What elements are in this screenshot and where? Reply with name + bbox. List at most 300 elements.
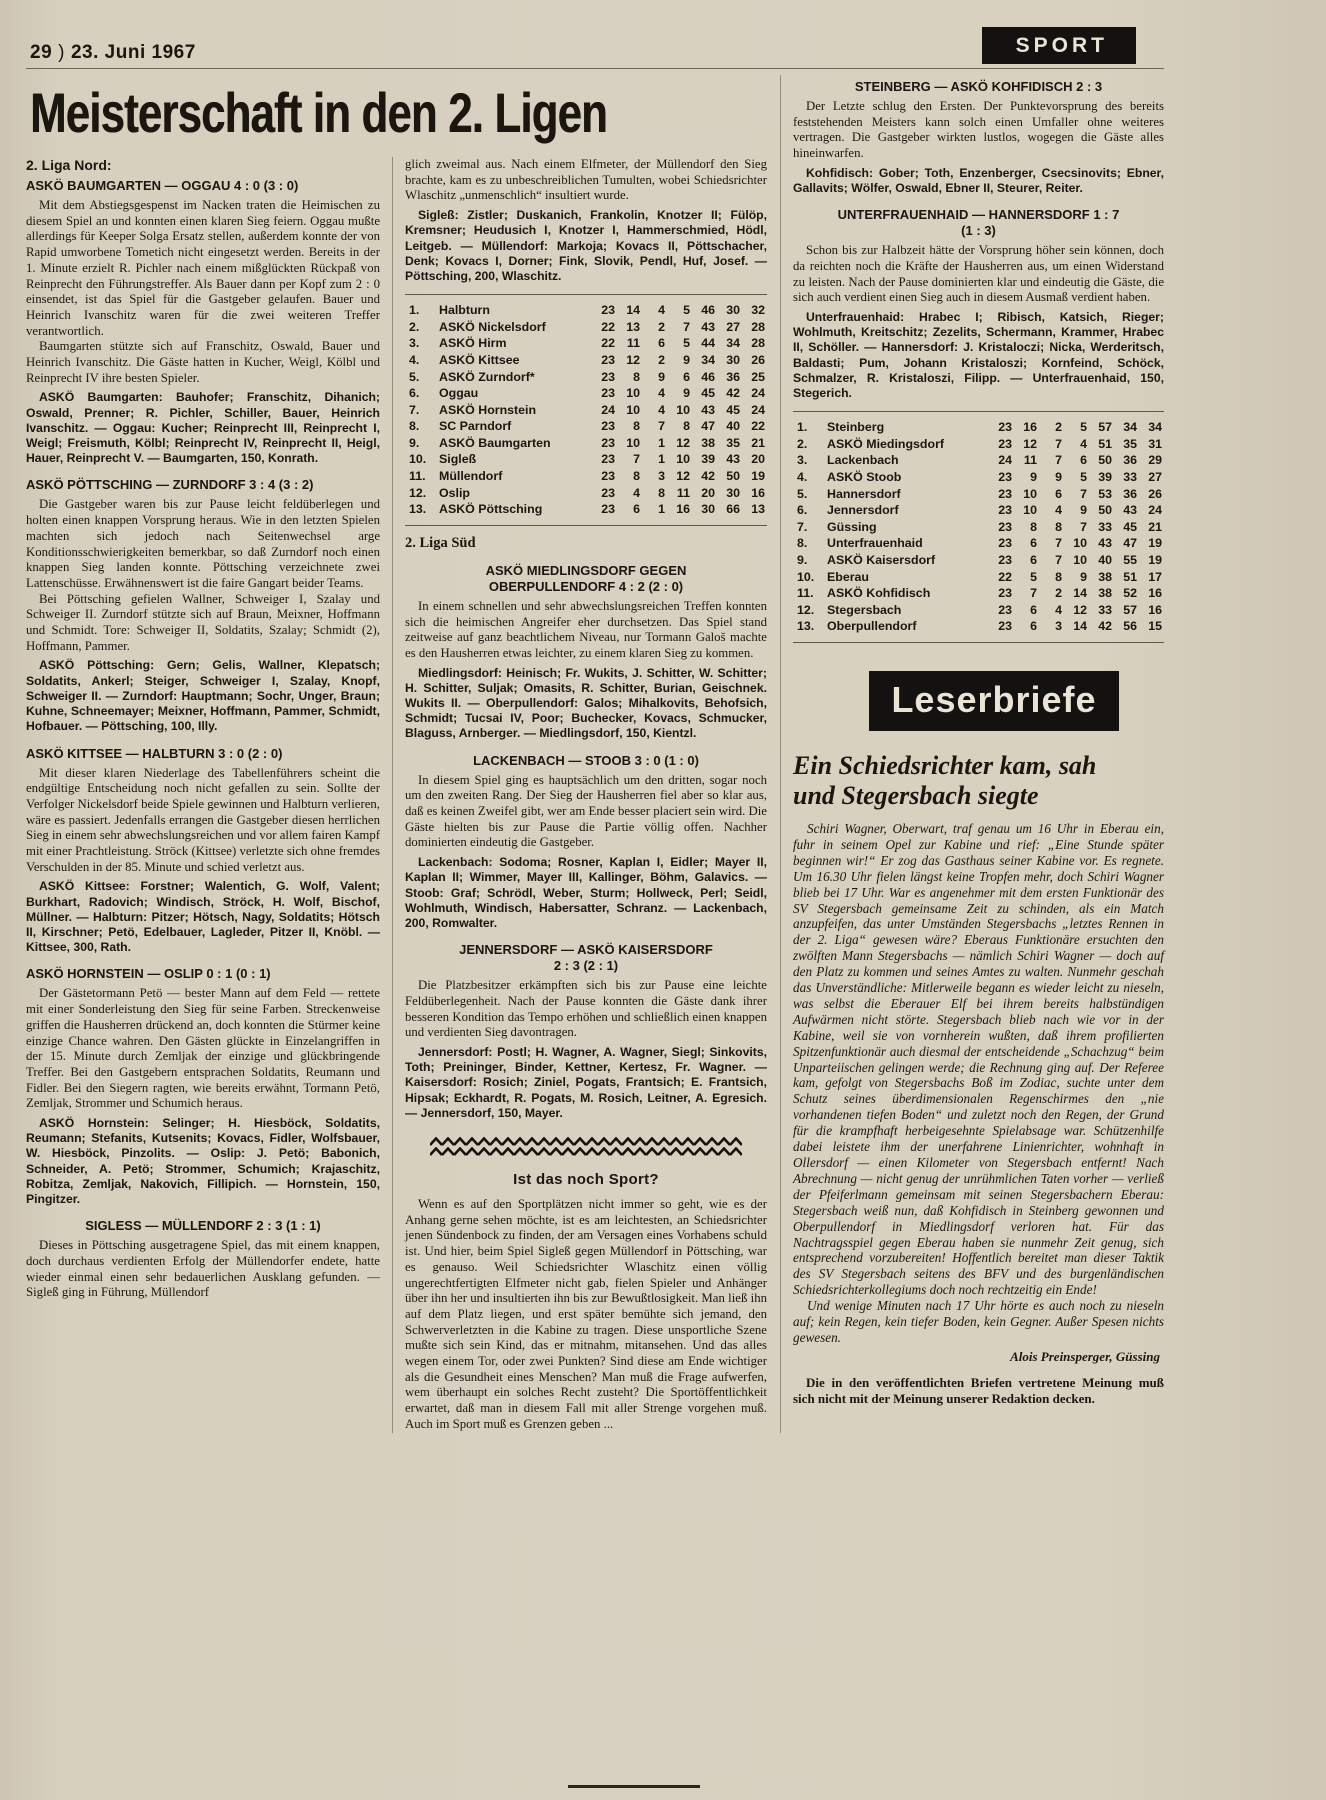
stat-cell: 22: [998, 569, 1012, 584]
stat-cell: 13: [751, 502, 765, 517]
stat-cell: 38: [1098, 586, 1112, 601]
stat-cell: 10: [626, 435, 640, 450]
team-cell: ASKÖ Miedingsdorf: [827, 436, 945, 451]
page-separator: ): [58, 42, 65, 63]
stat-cell: 6: [1030, 553, 1037, 567]
team-cell: ASKÖ Hornstein: [439, 402, 537, 417]
article-paragraph: In einem schnellen und sehr abwechslungsreichen Treffen konnten sich die heimischen Angreifer eher durchsetzen. Das Spiel stand zeitweise auf ganz beachtlichem Niveau, nur Tormann Galoš machte es den Hausherren etwas leichter, zu einem klaren Sieg zu kommen.: [405, 598, 767, 660]
stat-cell: 55: [1123, 553, 1137, 567]
stat-cell: 14: [1073, 619, 1087, 634]
table-row: [797, 535, 1162, 552]
match-heading-line: JENNERSDORF — ASKÖ KAISERSDORF: [459, 942, 713, 958]
stat-cell: 24: [751, 386, 765, 401]
leserbriefe-box-title: Leserbriefe: [869, 671, 1119, 731]
stat-cell: 11: [1023, 453, 1037, 468]
stat-cell: 8: [1055, 519, 1062, 534]
lineup-paragraph: Miedlingsdorf: Heinisch; Fr. Wukits, J. Schitter, W. Schitter; H. Schitter, Suljak; Omasits, R. Schitter, Burian, Geischnek. Wukits II. — Oberpullendorf: Galos; Mihalkovits, Behofsich, Schmidt; Tucsai IV, Poor; Buchecker, Kovacs, Schmucker, Blaguss, Arnberger. — Miedlingsdorf, 150, Kientzl.: [405, 665, 767, 741]
stat-cell: 23: [998, 436, 1012, 451]
stat-cell: 7: [1080, 519, 1087, 534]
stat-cell: 30: [726, 303, 740, 318]
team-cell: SC Parndorf: [439, 419, 512, 434]
table-row: [409, 335, 765, 352]
stat-cell: 39: [1098, 470, 1112, 485]
stat-cell: 19: [1148, 553, 1162, 567]
lineup-paragraph: Jennersdorf: Postl; H. Wagner, A. Wagner, Siegl; Sinkovits, Toth; Preininger, Binder, Kettner, Kertesz, Fr. Wagner. — Kaisersdorf: Rosich; Ziniel, Pogats, Frantsich; E. Frantsich, Hipsak; Eckhardt, R. Pogats, M. Rosich, Leitner, A. Egresich. — Jennersdorf, 150, Mayer.: [405, 1045, 767, 1120]
stat-cell: 23: [998, 602, 1012, 617]
rank-cell: 3.: [409, 336, 420, 351]
stat-cell: 50: [1098, 453, 1112, 468]
table-row: [797, 436, 1162, 453]
stat-cell: 10: [1023, 503, 1037, 518]
stat-cell: 23: [998, 503, 1012, 518]
rank-cell: 13.: [797, 619, 815, 634]
rank-cell: 5.: [409, 369, 420, 384]
team-cell: Müllendorf: [439, 469, 503, 484]
stat-cell: 27: [726, 319, 740, 334]
stat-cell: 23: [601, 469, 615, 484]
lineup-paragraph: ASKÖ Baumgarten: Bauhofer; Franschitz, Dihanich; Oswald, Prenner; R. Pichler, Schiller, Bauer, Heinrich Ivanschitz. — Oggau: Kucher; Reinprecht III, Reinprecht I, Weigl; Freismuth, Kölbl; Reinprecht IV, Reinprecht II, Heigl, Hauer, Reinprecht V. — Baumgarten, 150, Konrath.: [26, 390, 380, 466]
stat-cell: 34: [701, 352, 715, 367]
stat-cell: 8: [633, 369, 640, 384]
stat-cell: 20: [751, 452, 765, 467]
match-heading: ASKÖ BAUMGARTEN — OGGAU 4 : 0 (3 : 0): [26, 178, 299, 193]
stat-cell: 43: [1123, 503, 1137, 518]
stat-cell: 13: [626, 319, 640, 334]
rank-cell: 3.: [797, 453, 808, 468]
stat-cell: 8: [633, 469, 640, 484]
team-cell: ASKÖ Pöttsching: [439, 502, 543, 517]
stat-cell: 34: [726, 336, 740, 351]
letter-paragraph: Und wenige Minuten nach 17 Uhr hörte es auch noch zu nieseln auf; kein Regen, kein tiefer Boden, kein Gegner. Außer Spesen nichts gewesen.: [793, 1298, 1164, 1345]
stat-cell: 45: [1123, 519, 1137, 534]
team-cell: ASKÖ Baumgarten: [439, 435, 551, 450]
stat-cell: 40: [726, 419, 740, 434]
stat-cell: 23: [998, 486, 1012, 501]
stat-cell: 8: [658, 485, 665, 500]
rank-cell: 9.: [797, 553, 808, 567]
stat-cell: 5: [1030, 569, 1037, 584]
article-paragraph: Die Platzbesitzer erkämpften sich bis zur Pause eine leichte Feldüberlegenheit. Nach der Pause konnten die Gäste dank ihrer besseren Kondition das Tempo erhöhen und schließlich einen knappen und verdienten Sieg davontragen.: [405, 978, 767, 1040]
stat-cell: 1: [658, 435, 665, 450]
bottom-rule: [568, 1785, 700, 1788]
stat-cell: 31: [1148, 436, 1162, 451]
table-row: [409, 451, 765, 468]
stat-cell: 6: [658, 336, 665, 351]
rank-cell: 2.: [797, 436, 808, 451]
match-heading: ASKÖ PÖTTSCHING — ZURNDORF 3 : 4 (3 : 2): [26, 477, 314, 493]
stat-cell: 4: [658, 402, 665, 417]
stat-cell: 26: [751, 352, 765, 367]
stat-cell: 30: [726, 485, 740, 500]
stat-cell: 2: [1055, 420, 1062, 435]
stat-cell: 23: [998, 553, 1012, 567]
article-paragraph: Dieses in Pöttsching ausgetragene Spiel, das mit einem knappen, doch durchaus verdienten Erfolg der Müllendorfer endete, hatte wieder einmal einen sehr bedauerlichen Ausklang gefunden. — Sigleß ging in Führung, Müllendorf: [26, 1238, 380, 1300]
stat-cell: 6: [1080, 453, 1087, 468]
stat-cell: 34: [1148, 420, 1162, 435]
rank-cell: 11.: [797, 586, 814, 601]
commentary-heading: Ist das noch Sport?: [513, 1171, 659, 1189]
stat-cell: 50: [726, 469, 740, 484]
stat-cell: 42: [1098, 619, 1112, 634]
page-number: 29: [30, 42, 53, 63]
team-cell: Steinberg: [827, 420, 885, 435]
table-row: [797, 519, 1162, 536]
team-cell: Halbturn: [439, 303, 490, 318]
team-cell: ASKÖ Hirm: [439, 336, 507, 351]
stat-cell: 7: [1055, 553, 1062, 567]
stat-cell: 22: [751, 419, 765, 434]
letter-signature: Alois Preinsperger, Güssing: [1010, 1348, 1160, 1364]
stat-cell: 23: [601, 419, 615, 434]
page-header: [26, 24, 1164, 64]
stat-cell: 33: [1098, 602, 1112, 617]
stat-cell: 36: [1123, 453, 1137, 468]
table-row: [797, 502, 1162, 519]
stat-cell: 23: [998, 619, 1012, 634]
table-row: [409, 468, 765, 485]
match-heading: ASKÖ HORNSTEIN — OSLIP 0 : 1 (0 : 1): [26, 966, 271, 982]
match-heading-line: STEINBERG — ASKÖ KOHFIDISCH 2 : 3: [854, 79, 1103, 94]
stat-cell: 1: [658, 452, 665, 467]
sport-section-badge: SPORT: [982, 27, 1136, 64]
team-cell: ASKÖ Kittsee: [439, 352, 520, 367]
stat-cell: 23: [601, 502, 615, 517]
team-cell: Eberau: [827, 569, 870, 584]
stat-cell: 21: [1148, 519, 1162, 534]
stat-cell: 43: [701, 319, 715, 334]
stat-cell: 6: [1030, 619, 1037, 634]
stat-cell: 9: [658, 369, 665, 384]
rank-cell: 1.: [797, 420, 808, 435]
table-row: [409, 369, 765, 386]
stat-cell: 10: [1023, 486, 1037, 501]
team-cell: ASKÖ Kaisersdorf: [827, 553, 936, 567]
stat-cell: 42: [726, 386, 740, 401]
section-title-liga-sued: 2. Liga Süd: [405, 534, 476, 551]
stat-cell: 38: [1098, 569, 1112, 584]
stat-cell: 32: [751, 303, 765, 318]
stat-cell: 5: [1080, 420, 1087, 435]
rank-cell: 5.: [797, 486, 808, 501]
table-row: [409, 385, 765, 402]
article-paragraph: Der Letzte schlug den Ersten. Der Punktevorsprung des bereits feststehenden Meisters kann solch einen Umfaller ohne weiteres vertragen. Die Gastgeber wirkten lustlos, wogegen die Gäste alles hineinwarfen.: [793, 99, 1164, 161]
stat-cell: 4: [658, 303, 665, 318]
team-cell: Oberpullendorf: [827, 619, 917, 634]
stat-cell: 38: [701, 435, 715, 450]
rank-cell: 9.: [409, 435, 420, 450]
team-cell: ASKÖ Zurndorf*: [439, 369, 535, 384]
match-heading: [405, 942, 767, 974]
stat-cell: 23: [601, 303, 615, 318]
stat-cell: 17: [1148, 569, 1162, 584]
zigzag-divider: [430, 1137, 742, 1162]
column-divider: [780, 75, 781, 1433]
stat-cell: 5: [683, 303, 690, 318]
rank-cell: 7.: [797, 519, 808, 534]
stat-cell: 8: [633, 419, 640, 434]
stat-cell: 7: [1080, 486, 1087, 501]
stat-cell: 4: [658, 386, 665, 401]
rank-cell: 12.: [409, 485, 427, 500]
stat-cell: 7: [683, 319, 690, 334]
rank-cell: 12.: [797, 602, 815, 617]
rank-cell: 7.: [409, 402, 420, 417]
stat-cell: 23: [998, 519, 1012, 534]
section-title-liga-nord: 2. Liga Nord:: [26, 157, 112, 173]
stat-cell: 14: [1073, 586, 1087, 601]
stat-cell: 4: [633, 485, 640, 500]
stat-cell: 6: [683, 369, 690, 384]
lineup-paragraph: Sigleß: Zistler; Duskanich, Frankolin, Knotzer II; Fülöp, Kremsner; Heudusich I, Knotzer I, Hammerschmied, Hödl, Leitgeb. — Müllendorf: Markoja; Kovacs II, Pöttschacher, Denk; Kovacs I, Dorner; Fink, Slovik, Pendl, Huf, Josef. — Pöttsching, 200, Wlaschitz.: [405, 208, 767, 283]
stat-cell: 47: [701, 419, 715, 434]
stat-cell: 10: [676, 452, 690, 467]
lineup-paragraph: Lackenbach: Sodoma; Rosner, Kaplan I, Eidler; Mayer II, Kaplan II; Wimmer, Mayer III, Kallinger, Böhm, Galavics. — Stoob: Graf; Schrödl, Weber, Sturm; Hollweck, Perl; Seidl, Wohlmuth, Windisch, Habersatter, Schranz. — Lackenbach, 200, Romwalter.: [405, 855, 767, 930]
match-heading: [405, 563, 767, 595]
table-row: [797, 419, 1162, 436]
stat-cell: 39: [701, 452, 715, 467]
table-row: [409, 302, 765, 319]
table-row: [409, 418, 765, 435]
team-cell: Oslip: [439, 485, 470, 500]
table-row: [409, 402, 765, 419]
stat-cell: 25: [751, 369, 765, 384]
stat-cell: 16: [1148, 586, 1162, 601]
stat-cell: 9: [1055, 470, 1062, 485]
team-cell: ASKÖ Kohfidisch: [827, 586, 931, 601]
stat-cell: 9: [1030, 470, 1037, 485]
match-heading: [405, 753, 767, 769]
stat-cell: 23: [601, 352, 615, 367]
stat-cell: 28: [751, 319, 765, 334]
stat-cell: 24: [998, 453, 1012, 468]
match-heading-line: (1 : 3): [961, 223, 996, 239]
letter-paragraph: Schiri Wagner, Oberwart, traf genau um 16 Uhr in Eberau ein, fuhr in seinem Opel zur Kabine und rief: „Eine Stunde später beginnen wir!“ Er zog das Gasthaus seiner Kabine vor. Es regnete. Um 16.30 Uhr fielen längst keine Tropfen mehr, doch Schiri Wagner blieb bei 17 Uhr. War es angenehmer mit dem ersten Funktionär des SV Stegersbach gemeinsame Zeit zu schinden, als ein Match anzupfeifen, das unter Umständen Stegersbachs „letztes Rennen in der 2. Liga“ gewesen wäre? Eberaus Funktionäre ersuchten den zwölften Mann Stegersbachs — nämlich Schiri Wagner — doch auf den Platz zu kommen und seines Amtes zu walten. Nunmehr geschah das Unverständliche: Mitlerweile begann es wieder leicht zu nieseln, was selbst die Eberauer Elf bei ihrem bereits halbstündigen Aufwärmen nicht störte. Stegersbach blieb nach wie vor in der Kabine, weil sie von vornherein wußten, daß ihrem profilierten Spitzenfunktionär auch diesmal der entscheidende „Schachzug“ beim Unparteiischen gelingen werde; die Rechnung ging auf. Der Referee kam, gefolgt von Stegersbachs Boß im Zodiac, suchte unter dem Schutz seines überdimensionalen Regenschirmes den „nie vorhandenen tiefen Boden“ und zuletzt noch den Regen, der Grund für die krampfhaft herbeigesehnte Spielabsage war. Schützenhilfe dabei leistete ihm der unerfahrene Linienrichter, wohnhaft in Ollersdorf — einen Kilometer von Stegersbach entfernt! Nach Abrechnung — nicht genug der unrühmlichen Taten vorher — verließ der Pfeiferlmann gemeinsam mit seinen Stegersbachern Eberau: Stegersbach weiß nun, daß Kohfidisch in Steinberg gewonnen und Oberpullendorf in Miedlingsdorf verloren hat. Für das Nachtragsspiel gegen Eberau haben sie nunmehr Zeit genug, sich entsprechend vorzubereiten! Hoffentlich bereitet man dieser Taktik des SV Stegersbach seitens des BFV und des burgenländischen Schiedsrichterkollegiums doch noch rechtzeitig ein Ende!: [793, 820, 1164, 1298]
header-rule: [26, 68, 1164, 69]
team-cell: Jennersdorf: [827, 503, 899, 518]
stat-cell: 2: [658, 319, 665, 334]
column-liga-sued-reports: [793, 75, 1164, 1433]
stat-cell: 23: [601, 452, 615, 467]
stat-cell: 51: [1123, 569, 1137, 584]
stat-cell: 9: [1080, 569, 1087, 584]
stat-cell: 35: [1123, 436, 1137, 451]
stat-cell: 30: [701, 502, 715, 517]
stat-cell: 5: [683, 336, 690, 351]
standings-table-sued: [793, 411, 1164, 643]
continuation-paragraph: glich zweimal aus. Nach einem Elfmeter, der Müllendorf den Sieg brachte, kam es zu unbeschreiblichen Tumulten, wobei Schiedsrichter Wlaschitz „unmenschlich“ insultiert wurde.: [405, 157, 767, 203]
stat-cell: 7: [658, 419, 665, 434]
table-row: [797, 602, 1162, 619]
rank-cell: 10.: [409, 452, 427, 467]
match-heading: ASKÖ KITTSEE — HALBTURN 3 : 0 (2 : 0): [26, 745, 283, 761]
stat-cell: 5: [1080, 470, 1087, 485]
rank-cell: 2.: [409, 319, 420, 334]
stat-cell: 33: [1098, 519, 1112, 534]
stat-cell: 52: [1123, 586, 1137, 601]
letter-headline-line: Ein Schiedsrichter kam, sah: [793, 750, 1097, 780]
stat-cell: 7: [1055, 536, 1062, 551]
stat-cell: 45: [726, 402, 740, 417]
article-paragraph: Bei Pöttsching gefielen Wallner, Schweiger I, Szalay und Schweiger II. Zurndorf stützte sich auf Braun, Meixner, Hoffmann und Schmidt. Tore: Schweiger II, Soldatits, Szalay; Schmidt (2), Hoffmann, Pammer.: [26, 591, 380, 653]
stat-cell: 34: [1123, 420, 1137, 435]
table-row: [797, 486, 1162, 503]
stat-cell: 10: [626, 402, 640, 417]
lineup-paragraph: ASKÖ Hornstein: Selinger; H. Hiesböck, Soldatits, Reumann; Stefanits, Kutsenits; Kovacs, Fidler, Wolfsbauer, W. Hiesböck, Pinzolits. — Oslip: J. Petö; Babonich, Schneider, A. Petö; Strommer, Schumich; Krajaschitz, Robitza, Zemljak, Nakovich, Fillipich. — Hornstein, 150, Pingitzer.: [26, 1116, 380, 1207]
table-row: [797, 618, 1162, 635]
stat-cell: 28: [751, 336, 765, 351]
rank-cell: 10.: [797, 569, 815, 584]
stat-cell: 29: [1148, 453, 1162, 468]
stat-cell: 23: [601, 386, 615, 401]
lineup-paragraph: ASKÖ Kittsee: Forstner; Walentich, G. Wolf, Valent; Burkhart, Radovich; Windisch, Ströck, H. Wolf, Bischof, Müllner. — Halbturn: Pitzer; Hötsch, Nagy, Soldatits; Hötsch II, Kirschner; Petö, Edelbauer, Lagleder, Pitzer II, Knöbl. — Kittsee, 300, Rath.: [26, 879, 380, 955]
lineup-paragraph: Kohfidisch: Gober; Toth, Enzenberger, Csecsinovits; Ebner, Gallavits; Wölfer, Oswald, Ebner II, Steurer, Reiter.: [793, 165, 1164, 196]
stat-cell: 12: [676, 469, 690, 484]
commentary-paragraph: Wenn es auf den Sportplätzen nicht immer so geht, wie es der Anhang gerne sehen möchte, ist es am leichtesten, an Schiedsrichter jenen Sündenbock zu finden, der am Versagen eines Vorhabens schuld ist. Und hier, beim Spiel Sigleß gegen Müllendorf in Pöttsching, war es genauso. Weil Schiedsrichter Wlaschitz einen völlig ungerechtfertigten Elfmeter nicht gab, fielen Spieler und Anhänger über ihn her und insultierten ihn bis zur Bewußtlosigkeit. Man ließ ihn auf dem Platz liegen, und erst später bemühte sich jemand, den Schwerverletzten in die Kabine zu tragen. Diese unsportliche Szene mußte sich sein Kind, das er mitnahm, mitansehen. Und das alles wegen einem Tor, oder zwei Punkten? Sind diese am Ende wichtiger als die Gesundheit eines Menschen? Man muß die Frage aufwerfen, wem überhaupt ein solches Recht zusteht? Die Sportöffentlichkeit erwartet, daß man in diesem Fall mit aller Strenge vorgehen muß. Auch im Sport muß es Grenzen geben ...: [405, 1197, 767, 1431]
stat-cell: 53: [1098, 486, 1112, 501]
stat-cell: 43: [726, 452, 740, 467]
rank-cell: 6.: [797, 503, 808, 518]
stat-cell: 36: [726, 369, 740, 384]
stat-cell: 8: [683, 419, 690, 434]
stat-cell: 35: [726, 435, 740, 450]
stat-cell: 3: [1055, 619, 1062, 634]
standings-table-nord: [405, 294, 767, 526]
stat-cell: 42: [701, 469, 715, 484]
stat-cell: 24: [751, 402, 765, 417]
stat-cell: 23: [601, 369, 615, 384]
table-row: [409, 319, 765, 336]
stat-cell: 23: [998, 536, 1012, 551]
stat-cell: 9: [683, 352, 690, 367]
stat-cell: 50: [1098, 503, 1112, 518]
stat-cell: 1: [658, 502, 665, 517]
team-cell: Güssing: [827, 519, 877, 534]
table-row: [797, 569, 1162, 586]
team-cell: ASKÖ Nickelsdorf: [439, 319, 546, 334]
stat-cell: 8: [1055, 569, 1062, 584]
lineup-paragraph: Unterfrauenhaid: Hrabec I; Ribisch, Katsich, Rieger; Wohlmuth, Kreitschitz; Zezelits, Schermann, Krammer, Hrabec II, Schöller. — Hannersdorf: J. Kristaloczi; Nicka, Werderitsch, Baldasti; Pum, Johann Kristaloszi; Kornfeind, Schöck, Schmalzer, R. Kristaloszi, Filipp. — Unterfrauenhaid, 150, Stegerich.: [793, 310, 1164, 401]
stat-cell: 12: [1073, 602, 1087, 617]
stat-cell: 47: [1123, 536, 1137, 551]
team-cell: Oggau: [439, 386, 479, 401]
match-heading-line: 2 : 3 (2 : 1): [553, 958, 619, 974]
letter-headline-line: und Stegersbach siegte: [793, 780, 1039, 810]
stat-cell: 15: [1148, 619, 1162, 634]
stat-cell: 3: [658, 469, 665, 484]
rank-cell: 11.: [409, 469, 426, 484]
article-paragraph: Schon bis zur Halbzeit hätte der Vorsprung höher sein können, doch da reichten noch die Kräfte der Hausherren aus, um einen Widerstand zu leisten. Nach der Pause dominierten klar und eindeutig die Gäste, die sich auch verdient einen Sieg auch in diesem Ausmaß verdient haben.: [793, 243, 1164, 305]
stat-cell: 16: [1023, 420, 1037, 435]
stat-cell: 11: [626, 336, 640, 351]
team-cell: Stegersbach: [827, 602, 902, 617]
column-liga-nord: [26, 157, 380, 1433]
stat-cell: 10: [1073, 536, 1087, 551]
stat-cell: 45: [701, 386, 715, 401]
stat-cell: 6: [1030, 536, 1037, 551]
stat-cell: 4: [1055, 503, 1062, 518]
article-paragraph: In diesem Spiel ging es hauptsächlich um den dritten, sogar noch um den zweiten Rang. Der Sieg der Hausherren fiel aber so klar aus, daß es keinen Zweifel gibt, wer am Ende besser placiert sein wird. Die Gäste hielten bis zur Pause die Partie völlig offen. Nachher dominierten eindeutig die Gastgeber.: [405, 772, 767, 850]
team-cell: Unterfrauenhaid: [827, 536, 923, 551]
stat-cell: 36: [1123, 486, 1137, 501]
stat-cell: 23: [601, 435, 615, 450]
stat-cell: 10: [676, 402, 690, 417]
stat-cell: 57: [1098, 420, 1112, 435]
article-paragraph: Mit dieser klaren Niederlage des Tabellenführers scheint die endgültige Entscheidung noch nicht gefallen zu sein. Sollte der Verfolger Nickelsdorf beide Spiele gewinnen und Halbturn verlieren, wäre es passiert. Jedenfalls errangen die Gastgeber diesen herrlichen Sieg in einem sehr abwechslungsreichen und vor allem fairen Kampf mit einer Prachtleistung. Ströck (Kittsee) verletzte sich ohne fremdes Verschulden in der 85. Minute und schied verletzt aus.: [26, 765, 380, 874]
match-heading-line: OBERPULLENDORF 4 : 2 (2 : 0): [488, 578, 684, 594]
article-paragraph: Der Gästetormann Petö — bester Mann auf dem Feld — rettete mit einer Sonderleistung den Sieg für seine Farben. Streckenweise griffen die Hausherren drückend an, doch konnten die Stürmer keine einzige Chance wahren. Den Gästen glückte in Einzelangriffen in der 15. Minute durch Zemljak der einzige und glückbringende Treffer. Bei den Gastgebern entsprachen Soldatits, Reumann und Fidler. Bei den Siegern ragten, wie bereits erwähnt, Tormann Petö, Zemljak, Strommer und Schumich heraus.: [26, 986, 380, 1111]
stat-cell: 21: [751, 435, 765, 450]
stat-cell: 12: [626, 352, 640, 367]
article-paragraph: Mit dem Abstiegsgespenst im Nacken traten die Heimischen zu diesem Spiel an und konnten einen klaren Sieg feiern. Oggau mußte allerdings für Keeper Solga Ersatz stellen, außerdem konnte der von Rapid umworbene Tometich nicht eingesetzt werden. Bereits in der 1. Minute erzielt R. Pichler nach einem mißglückten Rückpaß von Reinprecht den Führungstreffer. Als Bauer dann per Kopf zum 2 : 0 einsendet, ist das Spiel für die Gastgeber gelaufen. Bauer und Heinrich Ivanschitz waren für die zwei weiteren Treffer verantwortlich.: [26, 198, 380, 338]
stat-cell: 46: [701, 369, 715, 384]
editorial-disclaimer: Die in den veröffentlichten Briefen vertretene Meinung muß sich nicht mit der Meinung unserer Redaktion decken.: [793, 1374, 1164, 1407]
stat-cell: 33: [1123, 470, 1137, 485]
stat-cell: 19: [1148, 536, 1162, 551]
lineup-paragraph: ASKÖ Pöttsching: Gern; Gelis, Wallner, Klepatsch; Soldatits, Ankerl; Steiger, Schweiger I, Szalay, Knopf, Schweiger II. — Zurndorf: Hauptmann; Sochr, Unger, Braun; Kuhne, Schneemayer; Meixner, Hoffmann, Pammer, Schmidt, Hofbauer. — Pöttsching, 100, Illy.: [26, 658, 380, 734]
stat-cell: 8: [1030, 519, 1037, 534]
table-row: [409, 352, 765, 369]
team-cell: ASKÖ Stoob: [827, 470, 902, 485]
stat-cell: 2: [658, 352, 665, 367]
match-heading: SIGLESS — MÜLLENDORF 2 : 3 (1 : 1): [85, 1218, 321, 1234]
rank-cell: 1.: [409, 303, 420, 318]
table-row: [409, 501, 765, 518]
table-row: [409, 435, 765, 452]
stat-cell: 23: [998, 420, 1012, 435]
stat-cell: 10: [1073, 553, 1087, 567]
match-heading-line: LACKENBACH — STOOB 3 : 0 (1 : 0): [473, 752, 699, 768]
table-row: [409, 485, 765, 502]
stat-cell: 30: [726, 352, 740, 367]
stat-cell: 7: [1055, 436, 1062, 451]
stat-cell: 46: [701, 303, 715, 318]
stat-cell: 44: [701, 336, 715, 351]
stat-cell: 7: [1055, 453, 1062, 468]
stat-cell: 11: [676, 485, 690, 500]
stat-cell: 6: [1055, 486, 1062, 501]
team-cell: Sigleß: [439, 452, 477, 467]
stat-cell: 6: [1030, 602, 1037, 617]
stat-cell: 7: [633, 452, 640, 467]
stat-cell: 12: [676, 435, 690, 450]
stat-cell: 23: [998, 586, 1012, 601]
table-row: [797, 552, 1162, 569]
table-row: [797, 452, 1162, 469]
rank-cell: 8.: [797, 536, 808, 551]
stat-cell: 9: [1080, 503, 1087, 518]
stat-cell: 16: [1148, 602, 1162, 617]
stat-cell: 22: [601, 319, 615, 334]
stat-cell: 26: [1148, 486, 1162, 501]
stat-cell: 19: [751, 469, 765, 484]
rank-cell: 6.: [409, 386, 420, 401]
match-heading: [793, 79, 1164, 95]
match-heading-line: ASKÖ MIEDLINGSDORF GEGEN: [485, 562, 687, 578]
rank-cell: 13.: [409, 502, 427, 517]
rank-cell: 4.: [409, 352, 420, 367]
stat-cell: 7: [1030, 586, 1037, 601]
stat-cell: 10: [626, 386, 640, 401]
stat-cell: 56: [1123, 619, 1137, 634]
stat-cell: 24: [601, 402, 615, 417]
match-heading-line: UNTERFRAUENHAID — HANNERSDORF 1 : 7: [837, 207, 1120, 223]
team-cell: Hannersdorf: [827, 486, 901, 501]
stat-cell: 43: [701, 402, 715, 417]
stat-cell: 16: [751, 485, 765, 500]
stat-cell: 24: [1148, 503, 1162, 518]
stat-cell: 40: [1098, 553, 1112, 567]
stat-cell: 23: [601, 485, 615, 500]
